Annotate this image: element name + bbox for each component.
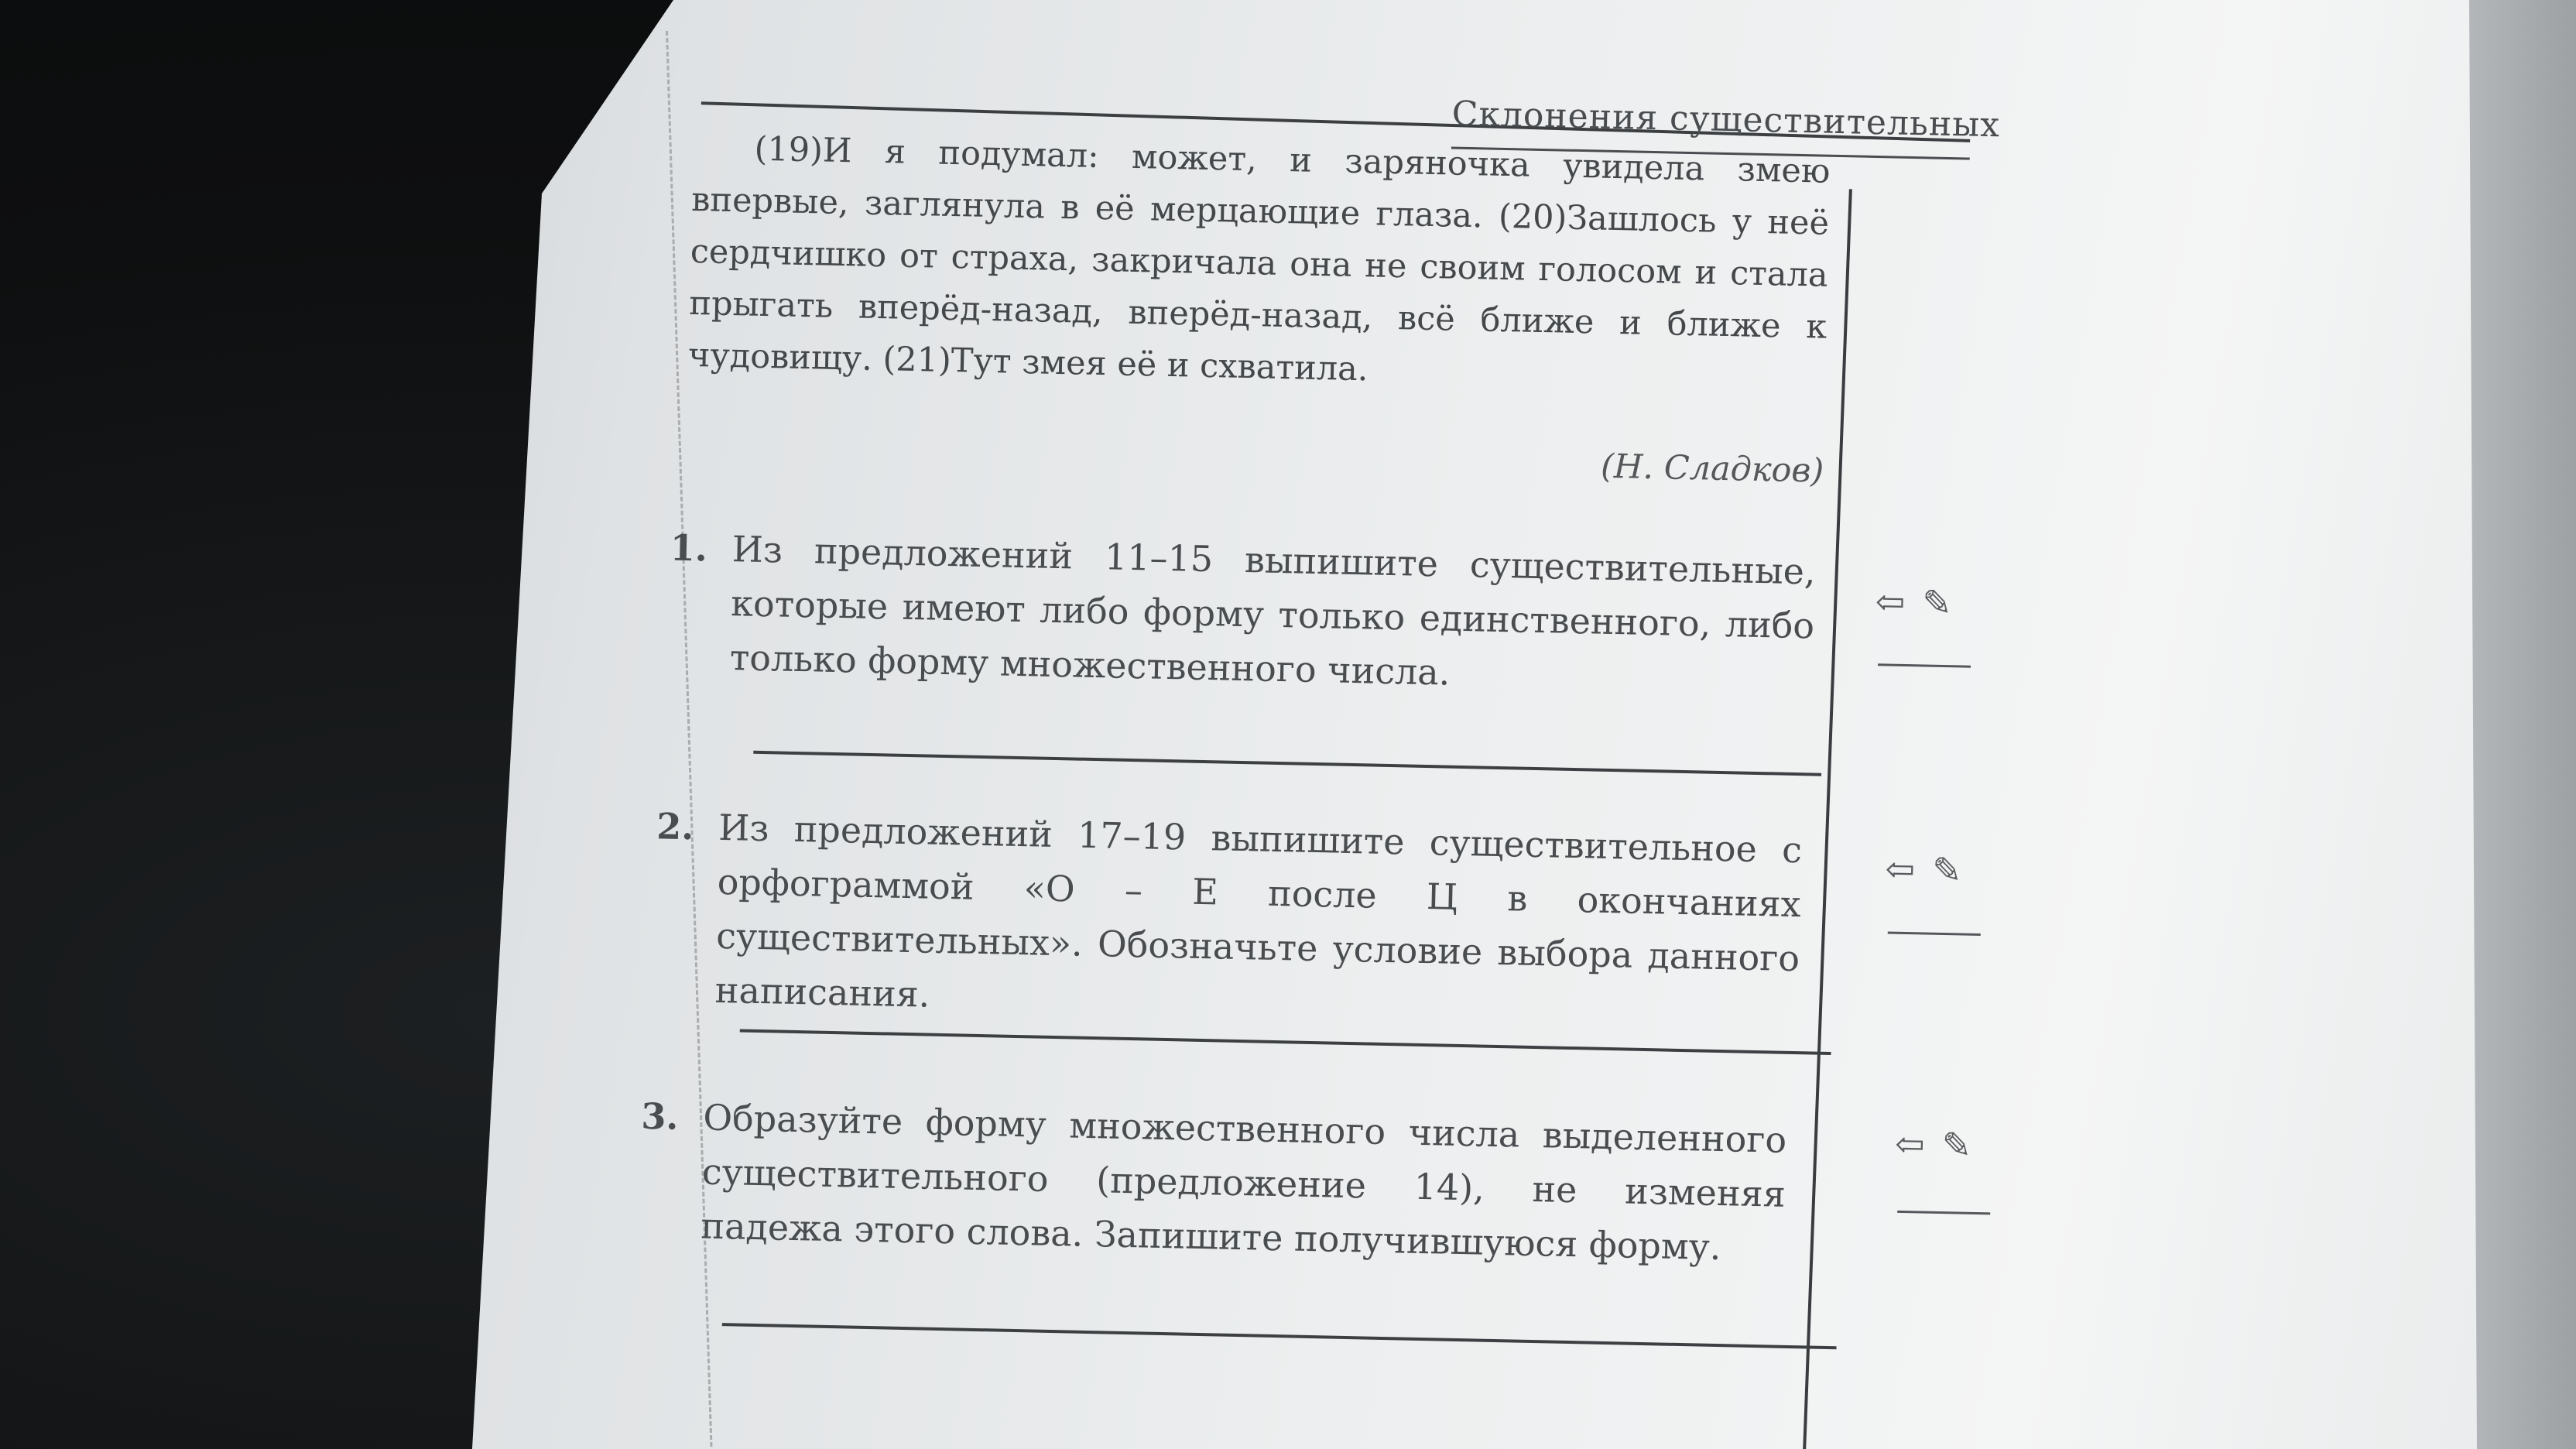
score-field-3[interactable] xyxy=(1897,1211,1990,1215)
task-text: Из предложений 11–15 выпишите существительные, которые имеют либо форму только единственного, либо только форму множественного числа. xyxy=(729,528,1817,694)
arrow-left-icon: ⇦ xyxy=(1894,1122,1943,1166)
task-3-icons xyxy=(1894,1123,1989,1167)
pen-crossed-icon: ✎ xyxy=(1941,1124,1989,1167)
task-number: 1. xyxy=(670,526,708,570)
task-text: Из предложений 17–19 выпишите существительное с орфограммой «О – Е после Ц в окончаниях существительных». Обозначьте условие выбора данного написания. xyxy=(714,806,1803,1016)
task-1-icons xyxy=(1875,581,1969,625)
arrow-left-icon: ⇦ xyxy=(1875,581,1923,624)
task-2-icons xyxy=(1885,848,1979,892)
passage-author: (Н. Сладков) xyxy=(1600,447,1824,491)
pen-crossed-icon: ✎ xyxy=(1931,848,1980,892)
task-number: 2. xyxy=(656,805,694,848)
answer-field-1[interactable] xyxy=(753,751,1821,776)
answer-field-3[interactable] xyxy=(722,1323,1837,1349)
task-number: 3. xyxy=(640,1094,680,1138)
arrow-left-icon: ⇦ xyxy=(1884,848,1933,891)
task-text: Образуйте форму множественного числа выделенного существительного (предложение 14), не изменяя падежа этого слова. Запишите получившуюся форму. xyxy=(700,1096,1787,1269)
pen-crossed-icon: ✎ xyxy=(1921,581,1970,625)
section-title: Склонения существительных xyxy=(1451,94,2001,146)
score-field-2[interactable] xyxy=(1888,932,1981,937)
score-field-1[interactable] xyxy=(1878,663,1971,668)
reading-passage: (19)И я подумал: может, и заряночка увидела змею впервые, заглянула в её мерцающие глаза. (20)Зашлось у неё сердчишко от страха, закричала она не своим голосом и стала прыгать вперёд-назад, вперёд-назад, всё ближе и ближе к чудовищу. (21)Тут змея её и схватила. xyxy=(687,129,1831,389)
